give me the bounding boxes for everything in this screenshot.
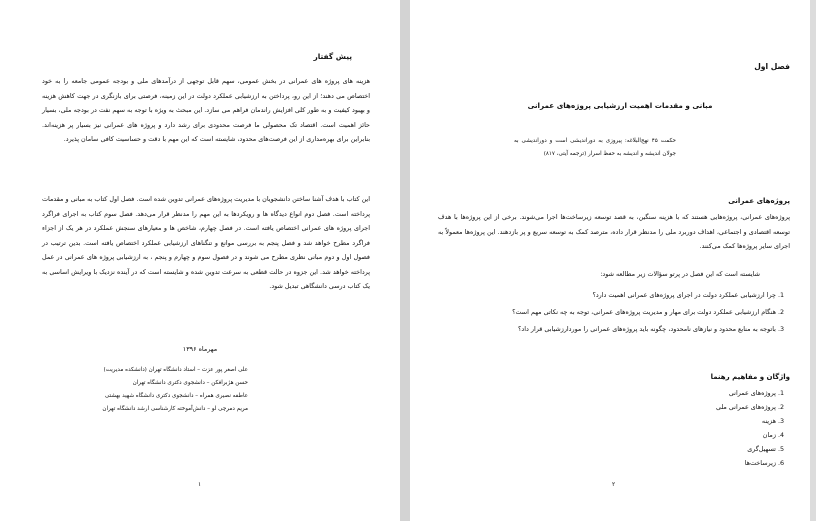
term-item — [670, 442, 790, 456]
term-text: زمان — [762, 431, 776, 439]
term-item — [670, 428, 790, 442]
page-gutter — [400, 0, 410, 521]
author-line: مریم دمرچی لو – دانش‌آموخته کارشناسی ارشد دانشگاه تهران — [102, 406, 248, 412]
chapter-title: مبانی و مقدمات اهمیت ارزشیابی پروژه‌های عمرانی — [527, 101, 713, 110]
term-number: 4. — [778, 431, 785, 439]
section-text-projects: پروژه‌های عمرانی، پروژه‌هایی هستند که با هزینه سنگین، به قصد توسعه زیرساخت‌ها اجرا می‌شوند. برخی از این پروژه‌ها با هدف توسعه اقتصادی و اجتماعی، اهداف دوربرد ملی را مدنظر قرار داده، مترصد کمک به توسعه سریع و پر بازدهند. این پروژه‌ها معمولاً به اجرای سایر پروژه‌ها کمک می‌کنند. — [438, 213, 790, 250]
right-page — [410, 0, 810, 521]
preface-paragraph-1: هزینه های پروژه های عمرانی در بخش عمومی، سهم قابل توجهی از درآمدهای ملی و بودجه عمومی جامعه را به خود اختصاص می دهند؛ از این رو، پرداختن به ارزشیابی عملکرد دولت در این زمینه، فرصتی برای بازنگری در جهت کاهش هزینه و بهبود کیفیت و به طور کلی افزایش راندمان فراهم می سازد. این مبحث به ویژه با توجه به سهم نفت در بودجه ملی، بسیار حائز اهمیت است. اقتصاد تک محصولی ما فرصت محدودی برای رشد دارد و پروژه های عمرانی نیز بسیار پر هزینه‌اند. بنابراین برای بهره‌مداری از این فرصت‌های محدود، شایسته است که این مهم با دقت و حساسیت کافی سامان پذیرد. — [42, 77, 370, 143]
section-heading-projects: پروژه‌های عمرانی — [728, 197, 790, 205]
term-number: 5. — [778, 445, 785, 453]
term-text: زیرساخت‌ها — [744, 459, 776, 467]
term-text: پروژه‌های عمرانی — [728, 389, 776, 397]
question-number: 2. — [778, 308, 785, 316]
preface-paragraph-2: این کتاب با هدف آشنا ساختن دانشجویان با مدیریت پروژه‌های عمرانی تدوین شده است. فصل اول کتاب به مبانی و مقدمات پرداخته است. فصل دوم انواع دیدگاه ها و رویکردها به این مهم را مدنظر قرار می‌دهد. فصل سوم کتاب به اجرای فراگرد اجرای پروژه های عمرانی اختصاص یافته است. در فصل چهارم، شاخص ها و معیارهای سنجش عملکرد در هر یک از اجزاء فراگرد مطرح خواهد شد و فصل پنجم به بررسی موانع و تنگناهای ارزشیابی عملکرد اختصاص یافته است. بدین ترتیب در فصول اول و دوم مبانی نظری مطرح می شوند و در فصول سوم و چهارم و پنجم ، به ارزشیابی پروژه های عمرانی در عمل پرداخته خواهد شد. این جزوه در حالت قطعی به سرعت تدوین شده و شایسته است که در آینده نزدیک با ویرایش اساسی به یک کتاب درسی دانشگاهی تبدیل شود. — [42, 195, 370, 290]
preface-date: مهرماه ۱۳۹۶ — [182, 345, 218, 353]
left-page — [0, 0, 400, 521]
chapter-quote: حکمت ۴۵ نهج‌البلاغه: پیروزی به دوراندیشی است و دوراندیشی به جولان اندیشه و اندیشه به حفظ اسرار (ترجمه آیتی، ۸۱۷) — [514, 138, 676, 157]
term-text: تسهیل‌گری — [747, 445, 776, 453]
question-number: 1. — [778, 291, 785, 299]
term-item — [670, 400, 790, 414]
preface-heading: پیش گفتار — [313, 52, 352, 61]
term-number: 3. — [778, 417, 785, 425]
terms-list — [670, 386, 790, 470]
chapter-label: فصل اول — [754, 62, 790, 71]
term-number: 1. — [778, 389, 785, 397]
question-text: چرا ارزشیابی عملکرد دولت در اجرای پروژه‌های عمرانی اهمیت دارد؟ — [592, 291, 776, 299]
term-number: 6. — [778, 459, 785, 467]
section-heading-terms: واژگان و مفاهیم رهنما — [710, 373, 790, 381]
term-number: 2. — [778, 403, 785, 411]
term-text: هزینه — [761, 417, 776, 425]
question-text: هنگام ارزشیابی عملکرد دولت برای مهار و مدیریت پروژه‌های عمرانی، توجه به چه نکاتی مهم است؟ — [512, 308, 776, 316]
author-line: علی اصغر پور عزت – استاد دانشگاه تهران (دانشکده مدیریت) — [103, 367, 248, 373]
question-text: باتوجه به منابع محدود و نیازهای نامحدود، چگونه باید پروژه‌های عمرانی را موردارزشیابی قرار داد؟ — [518, 325, 776, 333]
question-number: 3. — [778, 325, 785, 333]
question-item — [430, 322, 790, 336]
term-text: پروژه‌های عمرانی ملی — [715, 403, 776, 411]
term-item — [670, 414, 790, 428]
page-number-right: ۲ — [612, 481, 616, 488]
question-item — [430, 288, 790, 302]
page-number-left: ۱ — [198, 481, 202, 488]
questions-list — [430, 288, 790, 336]
term-item — [670, 456, 790, 470]
author-line: حسن هژبرافکن – دانشجوی دکتری دانشگاه تهران — [132, 380, 248, 386]
questions-intro: شایسته است که این فصل در پرتو سؤالات زیر مطالعه شود: — [600, 270, 760, 278]
author-line: عاطفه نصیری همراه – دانشجوی دکتری دانشگاه شهید بهشتی — [104, 393, 248, 399]
term-item — [670, 386, 790, 400]
question-item — [430, 305, 790, 319]
